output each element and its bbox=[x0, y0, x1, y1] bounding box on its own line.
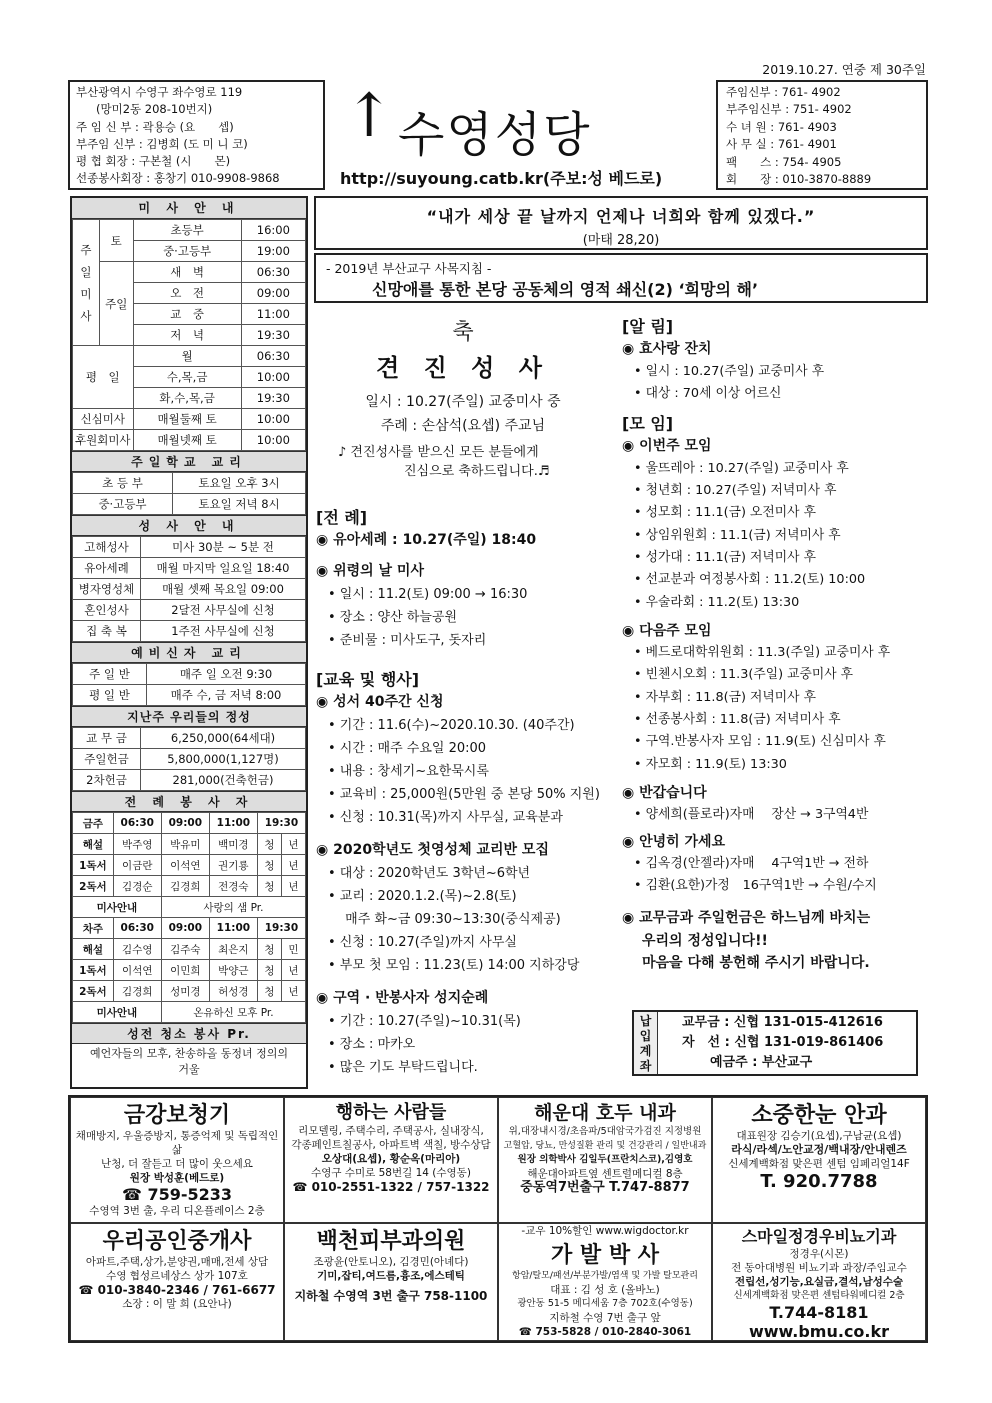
cell: 금주 bbox=[73, 813, 114, 834]
cell: 09:00 bbox=[161, 813, 209, 834]
ad-line: -교우 10%할인 www.wigdoctor.kr bbox=[521, 1225, 689, 1237]
ad-line: 해운대아파트옆 센트럴메디컬 8층 bbox=[527, 1168, 683, 1180]
cell: 중·고등부 bbox=[73, 494, 173, 515]
farewell-title: ◉ 안녕히 가세요 bbox=[622, 833, 726, 850]
ad-line: 신세계백화점 맞은편 센텀타워메디컬 2층 bbox=[733, 1290, 905, 1301]
memorial-title: ◉ 위령의 날 미사 bbox=[316, 563, 424, 579]
funeral-head: 선종봉사회장 : 홍창기 010-9908-9868 bbox=[76, 171, 280, 186]
list-item: • 자부회 : 11.8(금) 저녁미사 후 bbox=[634, 689, 816, 705]
list-item: • 기간 : 10.27(주일)~10.31(목) bbox=[328, 1014, 521, 1029]
cell: 2독서 bbox=[73, 876, 114, 897]
school-title: 주일학교 교리 bbox=[72, 451, 306, 472]
cell: 11:00 bbox=[209, 813, 257, 834]
cell: 청 bbox=[257, 939, 281, 960]
cell: 이민희 bbox=[161, 960, 209, 981]
mass-table bbox=[72, 219, 306, 451]
account-line: 자 선 : 신협 131-019-861406 bbox=[682, 1035, 884, 1050]
confirmation-msg: 진심으로 축하드립니다.♬ bbox=[404, 464, 550, 479]
mass-day: 매월둘째 토 bbox=[133, 409, 241, 430]
cell: 박유미 bbox=[161, 834, 209, 855]
verse-quote: “내가 세상 끝 날까지 언제나 너희와 함께 있겠다.” bbox=[426, 207, 816, 226]
ad-line: 위,대장내시경/초음파/5대암국가검진 지정병원 bbox=[508, 1126, 702, 1137]
cell: 매월 셋째 목요일 09:00 bbox=[141, 579, 306, 600]
mass-name: 화,수,목,금 bbox=[133, 388, 241, 409]
cell: 김경순 bbox=[113, 876, 161, 897]
catechumen-title: 예비신자 교리 bbox=[72, 642, 306, 663]
parish-name: 수영성당 bbox=[398, 107, 592, 163]
mass-time: 09:00 bbox=[241, 283, 305, 304]
account-label: 납입계좌 bbox=[634, 1012, 658, 1074]
cell: 이석연 bbox=[113, 960, 161, 981]
sidebar bbox=[70, 196, 308, 1089]
cell: 전경숙 bbox=[209, 876, 257, 897]
ad-line: 전 동아대병원 비뇨기과 과장/주임교수 bbox=[731, 1262, 907, 1274]
ad-phone: T. 920.7788 bbox=[760, 1171, 878, 1192]
mass-time: 10:00 bbox=[241, 367, 305, 388]
meet-title: [모 임] bbox=[622, 414, 674, 434]
cell: 해설 bbox=[73, 939, 114, 960]
cell: 5,800,000(1,127명) bbox=[141, 749, 306, 770]
list-item: • 빈첸시오회 : 11.3(주일) 교중미사 후 bbox=[634, 667, 854, 683]
cell: 토요일 저녁 8시 bbox=[173, 494, 306, 515]
cell: 년 bbox=[281, 834, 305, 855]
tithe-notice: 우리의 정성입니다!! bbox=[642, 932, 768, 949]
ad-title: 백천피부과의원 bbox=[316, 1228, 466, 1254]
list-item: • 성모회 : 11.1(금) 오전미사 후 bbox=[634, 505, 816, 521]
list-item: • 양세희(플로라)자매 장산 → 3구역4반 bbox=[634, 807, 869, 823]
list-item: • 선교분과 여정봉사회 : 11.2(토) 10:00 bbox=[634, 572, 866, 588]
cell: 병자영성체 bbox=[73, 579, 141, 600]
ad-line: 전립선,성기능,요실금,결석,남성수술 bbox=[734, 1276, 904, 1288]
list-item: • 선종봉사회 : 11.8(금) 저녁미사 후 bbox=[634, 712, 841, 728]
cell: 혼인성사 bbox=[73, 600, 141, 621]
cell: 청 bbox=[257, 834, 281, 855]
cell: 06:30 bbox=[113, 813, 161, 834]
mass-time: 10:00 bbox=[241, 430, 305, 451]
cell: 민 bbox=[281, 939, 305, 960]
bible-title: ◉ 성서 40주간 신청 bbox=[316, 694, 444, 710]
mass-time: 19:30 bbox=[241, 388, 305, 409]
assistant-pastor: 부주임 신부 : 김병희 (도 미 니 코) bbox=[76, 136, 248, 151]
mass-time: 19:00 bbox=[241, 241, 305, 262]
account-box bbox=[632, 1010, 918, 1076]
ad-line: 라식/라섹/노안교정/백내장/안내렌즈 bbox=[731, 1143, 907, 1156]
ad-line: 기미,잡티,여드름,흉조,에스테틱 bbox=[317, 1270, 465, 1282]
ad-card[interactable] bbox=[70, 1097, 284, 1223]
parish-logo bbox=[340, 82, 700, 192]
issue-date: 2019.10.27. 연중 제 30주일 bbox=[762, 62, 926, 77]
cell: 년 bbox=[281, 960, 305, 981]
cell: 1독서 bbox=[73, 960, 114, 981]
list-item: • 상임위원회 : 11.1(금) 저녁미사 후 bbox=[634, 527, 841, 543]
cell: 11:00 bbox=[209, 918, 257, 939]
cell: 매주 일 오전 9:30 bbox=[147, 664, 306, 685]
cell: 해설 bbox=[73, 834, 114, 855]
confirmation-date: 일시 : 10.27(주일) 교중미사 중 bbox=[365, 394, 561, 410]
sun-label: 주일 bbox=[99, 262, 133, 346]
cell: 이금란 bbox=[113, 855, 161, 876]
mass-name: 신심미사 bbox=[73, 409, 134, 430]
list-item: • 기간 : 11.6(수)~2020.10.30. (40주간) bbox=[328, 718, 575, 733]
list-item: • 울뜨레아 : 10.27(주일) 교중미사 후 bbox=[634, 460, 849, 476]
mass-time: 19:30 bbox=[241, 325, 305, 346]
cell: 년 bbox=[281, 981, 305, 1002]
notice-title: [알 림] bbox=[622, 317, 674, 336]
ad-title: 가 발 박 사 bbox=[551, 1242, 659, 1268]
cell: 온유하신 모후 Pr. bbox=[161, 1002, 305, 1023]
contact-line: 수 녀 원 : 761- 4903 bbox=[726, 119, 837, 134]
mass-time: 11:00 bbox=[241, 304, 305, 325]
list-item: • 교육비 : 25,000원(5만원 중 본당 50% 지원) bbox=[328, 787, 600, 802]
contact-info bbox=[716, 80, 928, 190]
ad-line: 원장 의학박사 김일두(프란치스코),김영호 bbox=[517, 1154, 693, 1165]
celebration-icon: 축 bbox=[452, 320, 474, 345]
ad-line: 난청, 더 잘듣고 더 많이 웃으세요 bbox=[101, 1158, 253, 1170]
mass-name: 오 전 bbox=[133, 283, 241, 304]
servers-this-week bbox=[72, 812, 306, 1023]
cell: 김주숙 bbox=[161, 939, 209, 960]
ad-phone: T.744-8181 www.bmu.co.kr bbox=[748, 1303, 890, 1341]
cell: 미사 30분 ~ 5분 전 bbox=[141, 537, 306, 558]
mass-name: 저 녁 bbox=[133, 325, 241, 346]
ad-phone: ☎ 010-3840-2346 / 761-6677 bbox=[78, 1283, 276, 1297]
ad-card[interactable] bbox=[70, 1223, 284, 1341]
ad-line: 오상대(요셉), 황순옥(마리아) bbox=[321, 1153, 461, 1165]
cell: 년 bbox=[281, 855, 305, 876]
list-item: • 김환(요한)가정 16구역1반 → 수원/수지 bbox=[634, 878, 877, 894]
mass-name: 월 bbox=[133, 346, 241, 367]
confirmation bbox=[318, 318, 608, 479]
ad-card[interactable] bbox=[498, 1223, 712, 1341]
cell: 사랑의 샘 Pr. bbox=[161, 897, 305, 918]
cell: 6,250,000(64세대) bbox=[141, 728, 306, 749]
cell: 고해성사 bbox=[73, 537, 141, 558]
verse-box bbox=[314, 196, 928, 250]
next-week-title: ◉ 다음주 모임 bbox=[622, 622, 712, 639]
ad-line: 광안동 51-5 메디세움 7층 702호(수영동) bbox=[517, 1298, 693, 1309]
sacrament-table bbox=[72, 536, 306, 642]
pilgrimage-title: ◉ 구역 · 반봉사자 성지순례 bbox=[316, 990, 489, 1006]
mass-name: 중·고등부 bbox=[133, 241, 241, 262]
cell: 청 bbox=[257, 855, 281, 876]
cell: 1주전 사무실에 신청 bbox=[141, 621, 306, 642]
cell: 2차헌금 bbox=[73, 770, 141, 791]
contact-line: 팩 스 : 754- 4905 bbox=[726, 154, 842, 169]
cell: 매주 수, 금 저녁 8:00 bbox=[147, 685, 306, 706]
ad-line: 대표 : 김 성 호 (올바노) bbox=[550, 1284, 660, 1296]
mass-name: 수,목,금 bbox=[133, 367, 241, 388]
parish-info bbox=[68, 80, 325, 190]
edu-title: [교육 및 행사] bbox=[316, 670, 420, 689]
ad-line: 조광윤(안토니오), 김경민(아녜다) bbox=[313, 1256, 469, 1268]
school-table bbox=[72, 472, 306, 515]
ad-line: 대표원장 김승기(요셉),구남균(요셉) bbox=[736, 1130, 902, 1142]
cell: 백미경 bbox=[209, 834, 257, 855]
council-president: 평 협 회장 : 구본철 (시 몬) bbox=[76, 154, 231, 169]
mass-time: 10:00 bbox=[241, 409, 305, 430]
ad-phone: ☎ 759-5233 bbox=[121, 1185, 233, 1204]
this-week-title: ◉ 이번주 모임 bbox=[622, 438, 712, 455]
ad-card[interactable] bbox=[284, 1223, 498, 1341]
cell: 청 bbox=[257, 876, 281, 897]
list-item: • 신청 : 10.31(목)까지 사무실, 교육분과 bbox=[328, 810, 563, 825]
list-item: • 교리 : 2020.1.2.(목)~2.8(토) bbox=[328, 889, 517, 904]
list-item: • 부모 첫 모임 : 11.23(토) 14:00 지하강당 bbox=[328, 958, 580, 973]
baptism: ◉ 유아세례 : 10.27(주일) 18:40 bbox=[316, 532, 537, 548]
ad-card[interactable] bbox=[498, 1097, 712, 1223]
contact-line: 사 무 실 : 761- 4901 bbox=[726, 137, 837, 152]
cell: 09:00 bbox=[161, 918, 209, 939]
list-item: • 성가대 : 11.1(금) 저녁미사 후 bbox=[634, 549, 816, 565]
contact-line: 주임신부 : 761- 4902 bbox=[726, 85, 841, 99]
ad-line: 수영 협성르네상스 상가 107호 bbox=[106, 1270, 248, 1282]
ad-phone: 지하철 수영역 3번 출구 758-1100 bbox=[294, 1289, 488, 1303]
cell: 집 축 복 bbox=[73, 621, 141, 642]
ad-line: 항암/탈모/패션/부분가발/염색 및 가발 탈모관리 bbox=[512, 1271, 698, 1281]
cell: 년 bbox=[281, 876, 305, 897]
cell: 토요일 오후 3시 bbox=[173, 473, 306, 494]
mass-time: 06:30 bbox=[241, 262, 305, 283]
ad-line: 각종페인트칠공사, 아파트벽 색칠, 방수상담 bbox=[291, 1139, 491, 1151]
cell: 평 일 반 bbox=[73, 685, 147, 706]
mass-time: 16:00 bbox=[241, 220, 305, 241]
mass-name: 초등부 bbox=[133, 220, 241, 241]
contact-line: 회 장 : 010-3870-8889 bbox=[726, 172, 872, 187]
contact-line: 부주임신부 : 751- 4902 bbox=[726, 102, 852, 117]
cell: 차주 bbox=[73, 918, 114, 939]
ad-line: 정경우(시몬) bbox=[789, 1248, 849, 1260]
ad-phone: 중동역7번출구 T.747-8877 bbox=[520, 1180, 690, 1195]
ad-line: 고혈압, 당뇨, 만성질환 관리 및 건강관리 / 일반내과 bbox=[503, 1141, 707, 1151]
pastoral-subtitle: - 2019년 부산교구 사목지침 - bbox=[326, 261, 492, 276]
cell: 교 무 금 bbox=[73, 728, 141, 749]
servers-title: 전 례 봉 사 자 bbox=[72, 791, 306, 812]
ad-phone: ☎ 010-2551-1322 / 757-1322 bbox=[292, 1180, 490, 1194]
cell: 281,000(건축헌금) bbox=[141, 770, 306, 791]
pastoral-box bbox=[314, 253, 928, 303]
catechumen-table bbox=[72, 663, 306, 706]
list-item: • 장소 : 마카오 bbox=[328, 1037, 416, 1052]
right-column bbox=[622, 316, 928, 974]
cell: 2독서 bbox=[73, 981, 114, 1002]
cell: 초 등 부 bbox=[73, 473, 173, 494]
cell: 미사안내 bbox=[73, 897, 162, 918]
ad-card[interactable] bbox=[712, 1097, 926, 1223]
address-old: (망미2동 208-10번지) bbox=[96, 102, 213, 117]
ad-line: 아파트,주택,상가,분양권,매매,전세 상담 bbox=[85, 1256, 269, 1268]
list-item: • 구역.반봉사자 모임 : 11.9(토) 신심미사 후 bbox=[634, 734, 886, 750]
offering-title: 지난주 우리들의 정성 bbox=[72, 706, 306, 727]
ad-card[interactable] bbox=[284, 1097, 498, 1223]
cell: 1독서 bbox=[73, 855, 114, 876]
cell: 성미경 bbox=[161, 981, 209, 1002]
ad-phone: ☎ 753-5828 / 010-2840-3061 bbox=[518, 1326, 692, 1338]
left-column bbox=[316, 506, 616, 1079]
cell: 주일헌금 bbox=[73, 749, 141, 770]
ad-line: 원장 박성훈(베드로) bbox=[129, 1172, 225, 1184]
pastor: 주 임 신 부 : 곽용승 (요 셉) bbox=[76, 119, 234, 134]
list-item: • 대상 : 70세 이상 어르신 bbox=[634, 385, 782, 401]
sacrament-title: 성 사 안 내 bbox=[72, 515, 306, 536]
list-item: • 일시 : 11.2(토) 09:00 → 16:30 bbox=[328, 587, 528, 602]
ad-title: 우리공인중개사 bbox=[102, 1228, 252, 1254]
cell: 06:30 bbox=[113, 918, 161, 939]
first-communion-title: ◉ 2020학년도 첫영성체 교리반 모집 bbox=[316, 842, 549, 858]
mass-time: 06:30 bbox=[241, 346, 305, 367]
list-item: • 장소 : 양산 하늘공원 bbox=[328, 610, 458, 625]
list-item: • 베드로대학위원회 : 11.3(주일) 교중미사 후 bbox=[634, 645, 891, 661]
pastoral-title: 신망애를 통한 본당 공동체의 영적 쇄신(2) ‘희망의 해’ bbox=[372, 280, 759, 299]
list-item: • 대상 : 2020학년도 3학년~6학년 bbox=[328, 866, 531, 881]
cell: 유아세례 bbox=[73, 558, 141, 579]
mass-title: 미 사 안 내 bbox=[72, 198, 306, 219]
cell: 2달전 사무실에 신청 bbox=[141, 600, 306, 621]
address: 부산광역시 수영구 좌수영로 119 bbox=[76, 85, 243, 99]
list-item: • 자모회 : 11.9(토) 13:30 bbox=[634, 756, 787, 772]
ad-line: 수영역 3번 출, 우리 디온플레이스 2층 bbox=[89, 1205, 265, 1217]
cross-logo-icon: ↑ bbox=[344, 81, 395, 151]
list-item: • 신청 : 10.27(주일)까지 사무실 bbox=[328, 935, 517, 950]
ad-title: 행하는 사람들 bbox=[335, 1102, 447, 1123]
cell: 청 bbox=[257, 981, 281, 1002]
liturgy-title: [전 례] bbox=[316, 508, 368, 527]
verse-ref: (마태 28,20) bbox=[582, 233, 660, 248]
confirmation-bishop: 주례 : 손삼석(요셉) 주교님 bbox=[380, 418, 546, 434]
confirmation-msg: ♪ 견진성사를 받으신 모든 분들에게 bbox=[338, 445, 539, 460]
cell: 19:30 bbox=[257, 918, 305, 939]
list-item: • 시간 : 매주 수요일 20:00 bbox=[328, 741, 487, 756]
ads-section bbox=[68, 1095, 928, 1343]
parish-url[interactable]: http://suyoung.catb.kr(주보:성 베드로) bbox=[340, 169, 663, 188]
list-item: • 청년회 : 10.27(주일) 저녁미사 후 bbox=[634, 483, 837, 499]
sunday-label: 주일미사 bbox=[73, 220, 100, 346]
ad-line: 채매방지, 우울증방지, 통증억제 및 독립적인 삶 bbox=[75, 1130, 279, 1156]
ad-card[interactable] bbox=[712, 1223, 926, 1341]
cell: 19:30 bbox=[257, 813, 305, 834]
cell: 이석연 bbox=[161, 855, 209, 876]
ad-title: 금강보청기 bbox=[123, 1102, 231, 1128]
tithe-notice: 마음을 다해 봉헌해 주시기 바랍니다. bbox=[642, 955, 870, 972]
list-item: • 우술라회 : 11.2(토) 13:30 bbox=[634, 594, 800, 610]
cell: 매월 마지막 일요일 18:40 bbox=[141, 558, 306, 579]
list-item: • 일시 : 10.27(주일) 교중미사 후 bbox=[634, 363, 825, 379]
ad-title: 스마일정경우비뇨기과 bbox=[741, 1227, 897, 1246]
ad-line: 소장 : 이 말 희 (요안나) bbox=[122, 1298, 232, 1310]
ad-line: 리모델링, 주택수리, 주택공사, 실내장식, bbox=[298, 1125, 484, 1137]
sat-label: 토 bbox=[99, 220, 133, 262]
cell: 미사안내 bbox=[73, 1002, 162, 1023]
ad-line: 지하철 수영 7번 출구 앞 bbox=[549, 1312, 661, 1324]
notice-item: ◉ 효사랑 잔치 bbox=[622, 341, 712, 358]
ad-title: 해운대 호두 내과 bbox=[534, 1102, 676, 1124]
list-item: • 내용 : 창세기~요한묵시록 bbox=[328, 764, 489, 779]
cell: 최은지 bbox=[209, 939, 257, 960]
list-item: • 많은 기도 부탁드립니다. bbox=[328, 1060, 478, 1075]
account-line: 교무금 : 신협 131-015-412616 bbox=[682, 1015, 883, 1030]
cell: 김경희 bbox=[161, 876, 209, 897]
confirmation-title: 견 진 성 사 bbox=[376, 354, 550, 382]
offering-table bbox=[72, 727, 306, 791]
list-item: 매주 화~금 09:30~13:30(중식제공) bbox=[328, 912, 561, 927]
cell: 박양근 bbox=[209, 960, 257, 981]
cell: 권기룡 bbox=[209, 855, 257, 876]
cleaning-group: 예언자들의 모후, 찬송하올 동정녀 정의의 거울 bbox=[89, 1047, 289, 1076]
cell: 김수영 bbox=[113, 939, 161, 960]
list-item: • 준비물 : 미사도구, 돗자리 bbox=[328, 633, 487, 648]
cell: 박주영 bbox=[113, 834, 161, 855]
list-item: • 김옥경(안젤라)자매 4구역1반 → 전하 bbox=[634, 855, 869, 871]
cleaning-title: 성전 청소 봉사 Pr. bbox=[72, 1023, 306, 1044]
weekday-label: 평 일 bbox=[73, 346, 134, 409]
cell: 주 일 반 bbox=[73, 664, 147, 685]
ad-line: 신세계백화점 맞은편 센텀 임페리얼14F bbox=[728, 1158, 910, 1170]
welcome-title: ◉ 반갑습니다 bbox=[622, 784, 707, 801]
mass-name: 후원회미사 bbox=[73, 430, 134, 451]
mass-name: 새 벽 bbox=[133, 262, 241, 283]
mass-name: 교 중 bbox=[133, 304, 241, 325]
cell: 청 bbox=[257, 960, 281, 981]
account-line: 예금주 : 부산교구 bbox=[710, 1055, 813, 1070]
ad-line: 수영구 수미로 58번길 14 (수영동) bbox=[311, 1167, 471, 1179]
mass-day: 매월넷째 토 bbox=[133, 430, 241, 451]
ad-title: 소중한눈 안과 bbox=[751, 1102, 887, 1128]
tithe-notice: ◉ 교무금과 주일헌금은 하느님께 바치는 bbox=[622, 910, 871, 927]
cell: 허성경 bbox=[209, 981, 257, 1002]
cell: 김경희 bbox=[113, 981, 161, 1002]
